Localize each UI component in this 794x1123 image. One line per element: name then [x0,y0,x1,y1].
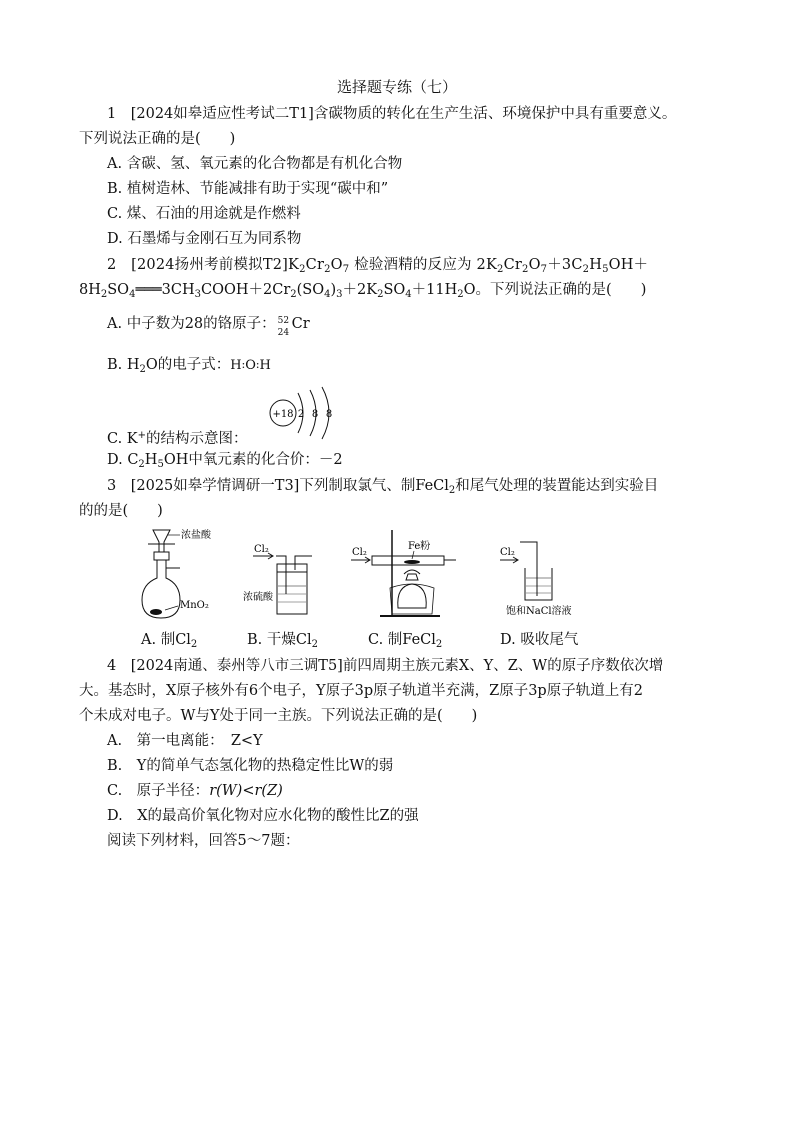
fig-d-label-gas: Cl₂ [500,547,515,558]
fig-c-label-gas: Cl₂ [352,547,367,558]
electron-formula: H꞉O꞉H [230,358,271,373]
flask-stopper [154,552,169,560]
q3-stem-part1: 3 [2025如皋学情调研一T3]下列制取氯气、制FeCl [107,478,449,494]
q1-option-b: B. 植树造林、节能减排有助于实现“碳中和” [107,181,389,197]
flame [404,570,420,574]
shell-electrons-1: 2 [297,409,305,420]
reading-prompt: 阅读下列材料，回答5～7题： [107,833,300,849]
q2-option-c: C. K+的结构示意图： [107,430,248,447]
q3-option-a-text: A. 制Cl [141,632,191,648]
q4-option-d: D. X的最高价氧化物对应水化物的酸性比Z的强 [107,808,419,824]
lamp-wick [406,574,418,580]
q3-stem-line1: 3 [2025如皋学情调研一T3]下列制取氯气、制FeCl$_2$和尾气处理的装置能达到实验目 [107,478,659,496]
q3-option-d: D. 吸收尾气 [500,632,579,648]
q4-option-a: A. 第一电离能： Z<Y [107,733,263,749]
alcohol-lamp [398,584,426,608]
q2-option-c-text: C. K [107,431,138,447]
q3-stem-line2: 的的是( ) [79,503,163,519]
q1-stem-line1: 1 [2024如皋适应性考试二T1]含碳物质的转化在生产生活、环境保护中具有重要意义。 [107,106,677,122]
q3-option-c: C. 制FeCl$_2$ [368,632,443,650]
label-pointer-mno2 [165,606,178,610]
shell-electrons-2: 8 [311,409,319,420]
apparatus-c [351,530,456,616]
q3-option-b: B. 干燥$Cl_2$ [247,632,318,650]
delivery-tube [520,542,537,596]
fig-d-label-solution: 饱和NaCl溶液 [506,606,572,617]
q2-option-b-tail: O的电子式： [145,357,231,373]
q2-option-d: D. $C_2H_5OH$中氧元素的化合价：－2 [107,452,343,470]
beaker [525,568,552,600]
q2-option-b-text: B. H [107,357,140,373]
atomic-number: 24 [277,328,290,338]
q2-option-a [107,314,310,338]
round-flask [142,560,180,618]
q3-option-b-text: B. 干燥Cl [247,632,312,648]
q2-option-c-tail: 的结构示意图： [146,431,248,447]
fe-powder [404,560,420,564]
fig-a-label-acid: 浓盐酸 [181,530,211,541]
q2-option-d-text: D. C [107,452,139,468]
wash-bottle [277,572,307,614]
q2-option-d-tail: OH中氧元素的化合价：－2 [163,452,343,468]
q2-option-a-text: A. 中子数为28的铬原子： [107,316,276,332]
q3-option-c-text: C. 制FeCl [368,632,436,648]
apparatus-d [500,542,572,617]
ion-structure-diagram [264,385,344,443]
q4-option-b: B. Y的简单气态氢化物的热稳定性比W的弱 [107,758,394,774]
apparatus-b [243,544,312,614]
q4-option-c [107,781,283,801]
q2-stem-prefix: 2 [2024扬州考前模拟T2] [107,257,289,273]
nuclide-notation [276,314,292,338]
mno2-solid [150,609,162,615]
q3-option-a: A. 制$Cl_2$ [141,632,198,650]
q1-option-c: C. 煤、石油的用途就是作燃料 [107,206,301,222]
q3-stem-part2: 和尾气处理的装置能达到实验目 [455,478,659,494]
fig-b-label-gas: Cl₂ [254,544,269,555]
shell-electrons-3: 8 [325,409,333,420]
bottle-neck [277,564,307,572]
mass-number: 52 [277,316,290,326]
q4-option-c-text: C. 原子半径： [107,783,210,799]
nuclide-symbol: Cr [291,316,310,332]
nucleus-charge: +18 [272,409,294,420]
label-pointer-fe [412,551,414,559]
q1-option-a: A. 含碳、氢、氧元素的化合物都是有机化合物 [107,156,403,172]
q1-option-d: D. 石墨烯与金刚石互为同系物 [107,231,302,247]
q4-stem-line1: 4 [2024南通、泰州等八市三调T5]前四周期主族元素X、Y、Z、W的原子序数依次增 [107,658,664,674]
q1-stem-line2: 下列说法正确的是( ) [79,131,236,147]
page-title: 选择题专练（七） [336,78,457,96]
fig-a-label-mno2: MnO₂ [180,600,209,611]
dropping-funnel [153,530,170,552]
q2-option-b: B. $H_2O$的电子式：H꞉O꞉H [107,357,271,375]
apparatus-a [142,528,212,618]
q3-apparatus-figures [140,522,640,626]
q4-stem-line3: 个未成对电子。W与Y处于同一主族。下列说法正确的是( ) [79,708,478,724]
fig-b-label-acid: 浓硫酸 [243,592,273,603]
q4-option-c-expr: r(W)<r(Z) [209,783,283,799]
fig-c-label-fe: Fe粉 [408,541,431,552]
q2-stem-line2: $8H_2SO_4═══3CH_3COOH+2Cr_2(SO_4)_3+2K_2SO_4+11H_2O$。下列说法正确的是( ) [79,282,647,300]
q2-stem-tail: 。下列说法正确的是( ) [475,282,647,298]
q2-stem-line1: 2 [2024扬州考前模拟$T2]K_2Cr_2O_7$ 检验酒精的反应为 $2K_2Cr_2O_7+3C_2H_5OH+$ [107,257,649,275]
outlet-tube [295,556,312,570]
q4-stem-line2: 大。基态时，X原子核外有6个电子，Y原子3p原子轨道半充满，Z原子3p原子轨道上有2 [79,683,643,699]
tripod [390,584,434,614]
